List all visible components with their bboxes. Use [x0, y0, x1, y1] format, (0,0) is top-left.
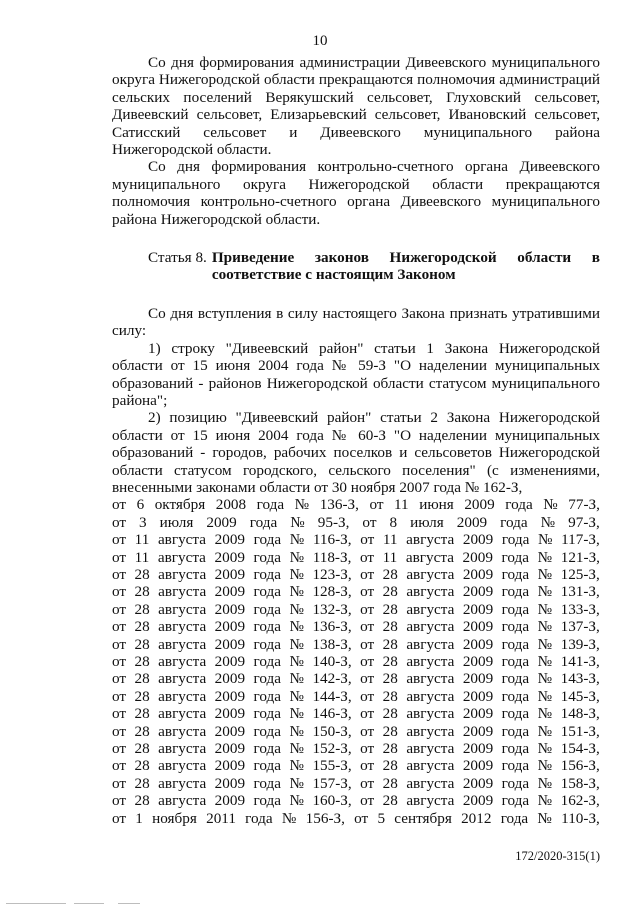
amendment-line: от 11 августа 2009 года № 116-З, от 11 августа 2009 года № 117-З,: [112, 531, 600, 549]
amendment-line: от 28 августа 2009 года № 142-З, от 28 августа 2009 года № 143-З,: [112, 670, 600, 688]
amendment-line: от 1 ноября 2011 года № 156-З, от 5 сентября 2012 года № 110-З,: [112, 809, 600, 827]
amendment-line: от 28 августа 2009 года № 152-З, от 28 августа 2009 года № 154-З,: [112, 740, 600, 758]
article-item-2: 2) позицию "Дивеевский район" статьи 2 Закона Нижегородской области от 15 июня 2004 года № 60-З "О наделении муниципальных образований - городов, рабочих поселков и сельсоветов Нижегородской области статусом городского, сельского поселения" (с изменениями, внесенными законами области от 30 ноября 2007 года № 162-З,: [112, 409, 600, 496]
amendment-line: от 6 октября 2008 года № 136-З, от 11 июня 2009 года № 77-З,: [112, 496, 600, 514]
amendment-line: от 28 августа 2009 года № 128-З, от 28 августа 2009 года № 131-З,: [112, 583, 600, 601]
amendment-line: от 28 августа 2009 года № 123-З, от 28 августа 2009 года № 125-З,: [112, 565, 600, 583]
amendment-line: от 28 августа 2009 года № 136-З, от 28 августа 2009 года № 137-З,: [112, 618, 600, 636]
amendment-line: от 28 августа 2009 года № 132-З, от 28 августа 2009 года № 133-З,: [112, 600, 600, 618]
article-heading: [112, 249, 600, 284]
article-label: Статья 8.: [148, 249, 207, 267]
article-intro: Со дня вступления в силу настоящего Закона признать утратившими силу:: [112, 304, 600, 340]
document-body: [112, 54, 600, 827]
article-item-1: 1) строку "Дивеевский район" статьи 1 Закона Нижегородской области от 15 июня 2004 года № 59-З "О наделении муниципальных образований - районов Нижегородской области статусом муниципального района";: [112, 339, 600, 409]
paragraph-administration: Со дня формирования администрации Дивеевского муниципального округа Нижегородской области прекращаются полномочия администраций сельских поселений Верякушский сельсовет, Глуховский сельсовет, Дивеевский сельсовет, Елизарьевский сельсовет, Ивановский сельсовет, Сатисский сельсовет и Дивеевского муниципального района Нижегородской области.: [112, 54, 600, 159]
article-title: Приведение законов Нижегородской области в соответствие с настоящим Законом: [211, 249, 600, 284]
document-code: 172/2020-315(1): [515, 849, 600, 863]
amendment-line: от 11 августа 2009 года № 118-З, от 11 августа 2009 года № 121-З,: [112, 548, 600, 566]
scan-artifact: [0, 901, 640, 905]
paragraph-control-body: Со дня формирования контрольно-счетного органа Дивеевского муниципального округа Нижегородской области прекращаются полномочия контрольно-счетного органа Дивеевского муниципального района Нижегородской области.: [112, 158, 600, 228]
amendment-line: от 28 августа 2009 года № 155-З, от 28 августа 2009 года № 156-З,: [112, 757, 600, 775]
amendment-line: от 28 августа 2009 года № 160-З, от 28 августа 2009 года № 162-З,: [112, 792, 600, 810]
amendment-list: [112, 496, 600, 827]
page-number: 10: [312, 33, 328, 49]
amendment-line: от 28 августа 2009 года № 144-З, от 28 августа 2009 года № 145-З,: [112, 687, 600, 705]
amendment-line: от 28 августа 2009 года № 140-З, от 28 августа 2009 года № 141-З,: [112, 653, 600, 670]
amendment-line: от 28 августа 2009 года № 146-З, от 28 августа 2009 года № 148-З,: [112, 705, 600, 723]
amendment-line: от 3 июля 2009 года № 95-З, от 8 июля 2009 года № 97-З,: [112, 513, 600, 531]
amendment-line: от 28 августа 2009 года № 150-З, от 28 августа 2009 года № 151-З,: [112, 722, 600, 740]
amendment-line: от 28 августа 2009 года № 157-З, от 28 августа 2009 года № 158-З,: [112, 774, 600, 792]
amendment-line: от 28 августа 2009 года № 138-З, от 28 августа 2009 года № 139-З,: [112, 635, 600, 653]
